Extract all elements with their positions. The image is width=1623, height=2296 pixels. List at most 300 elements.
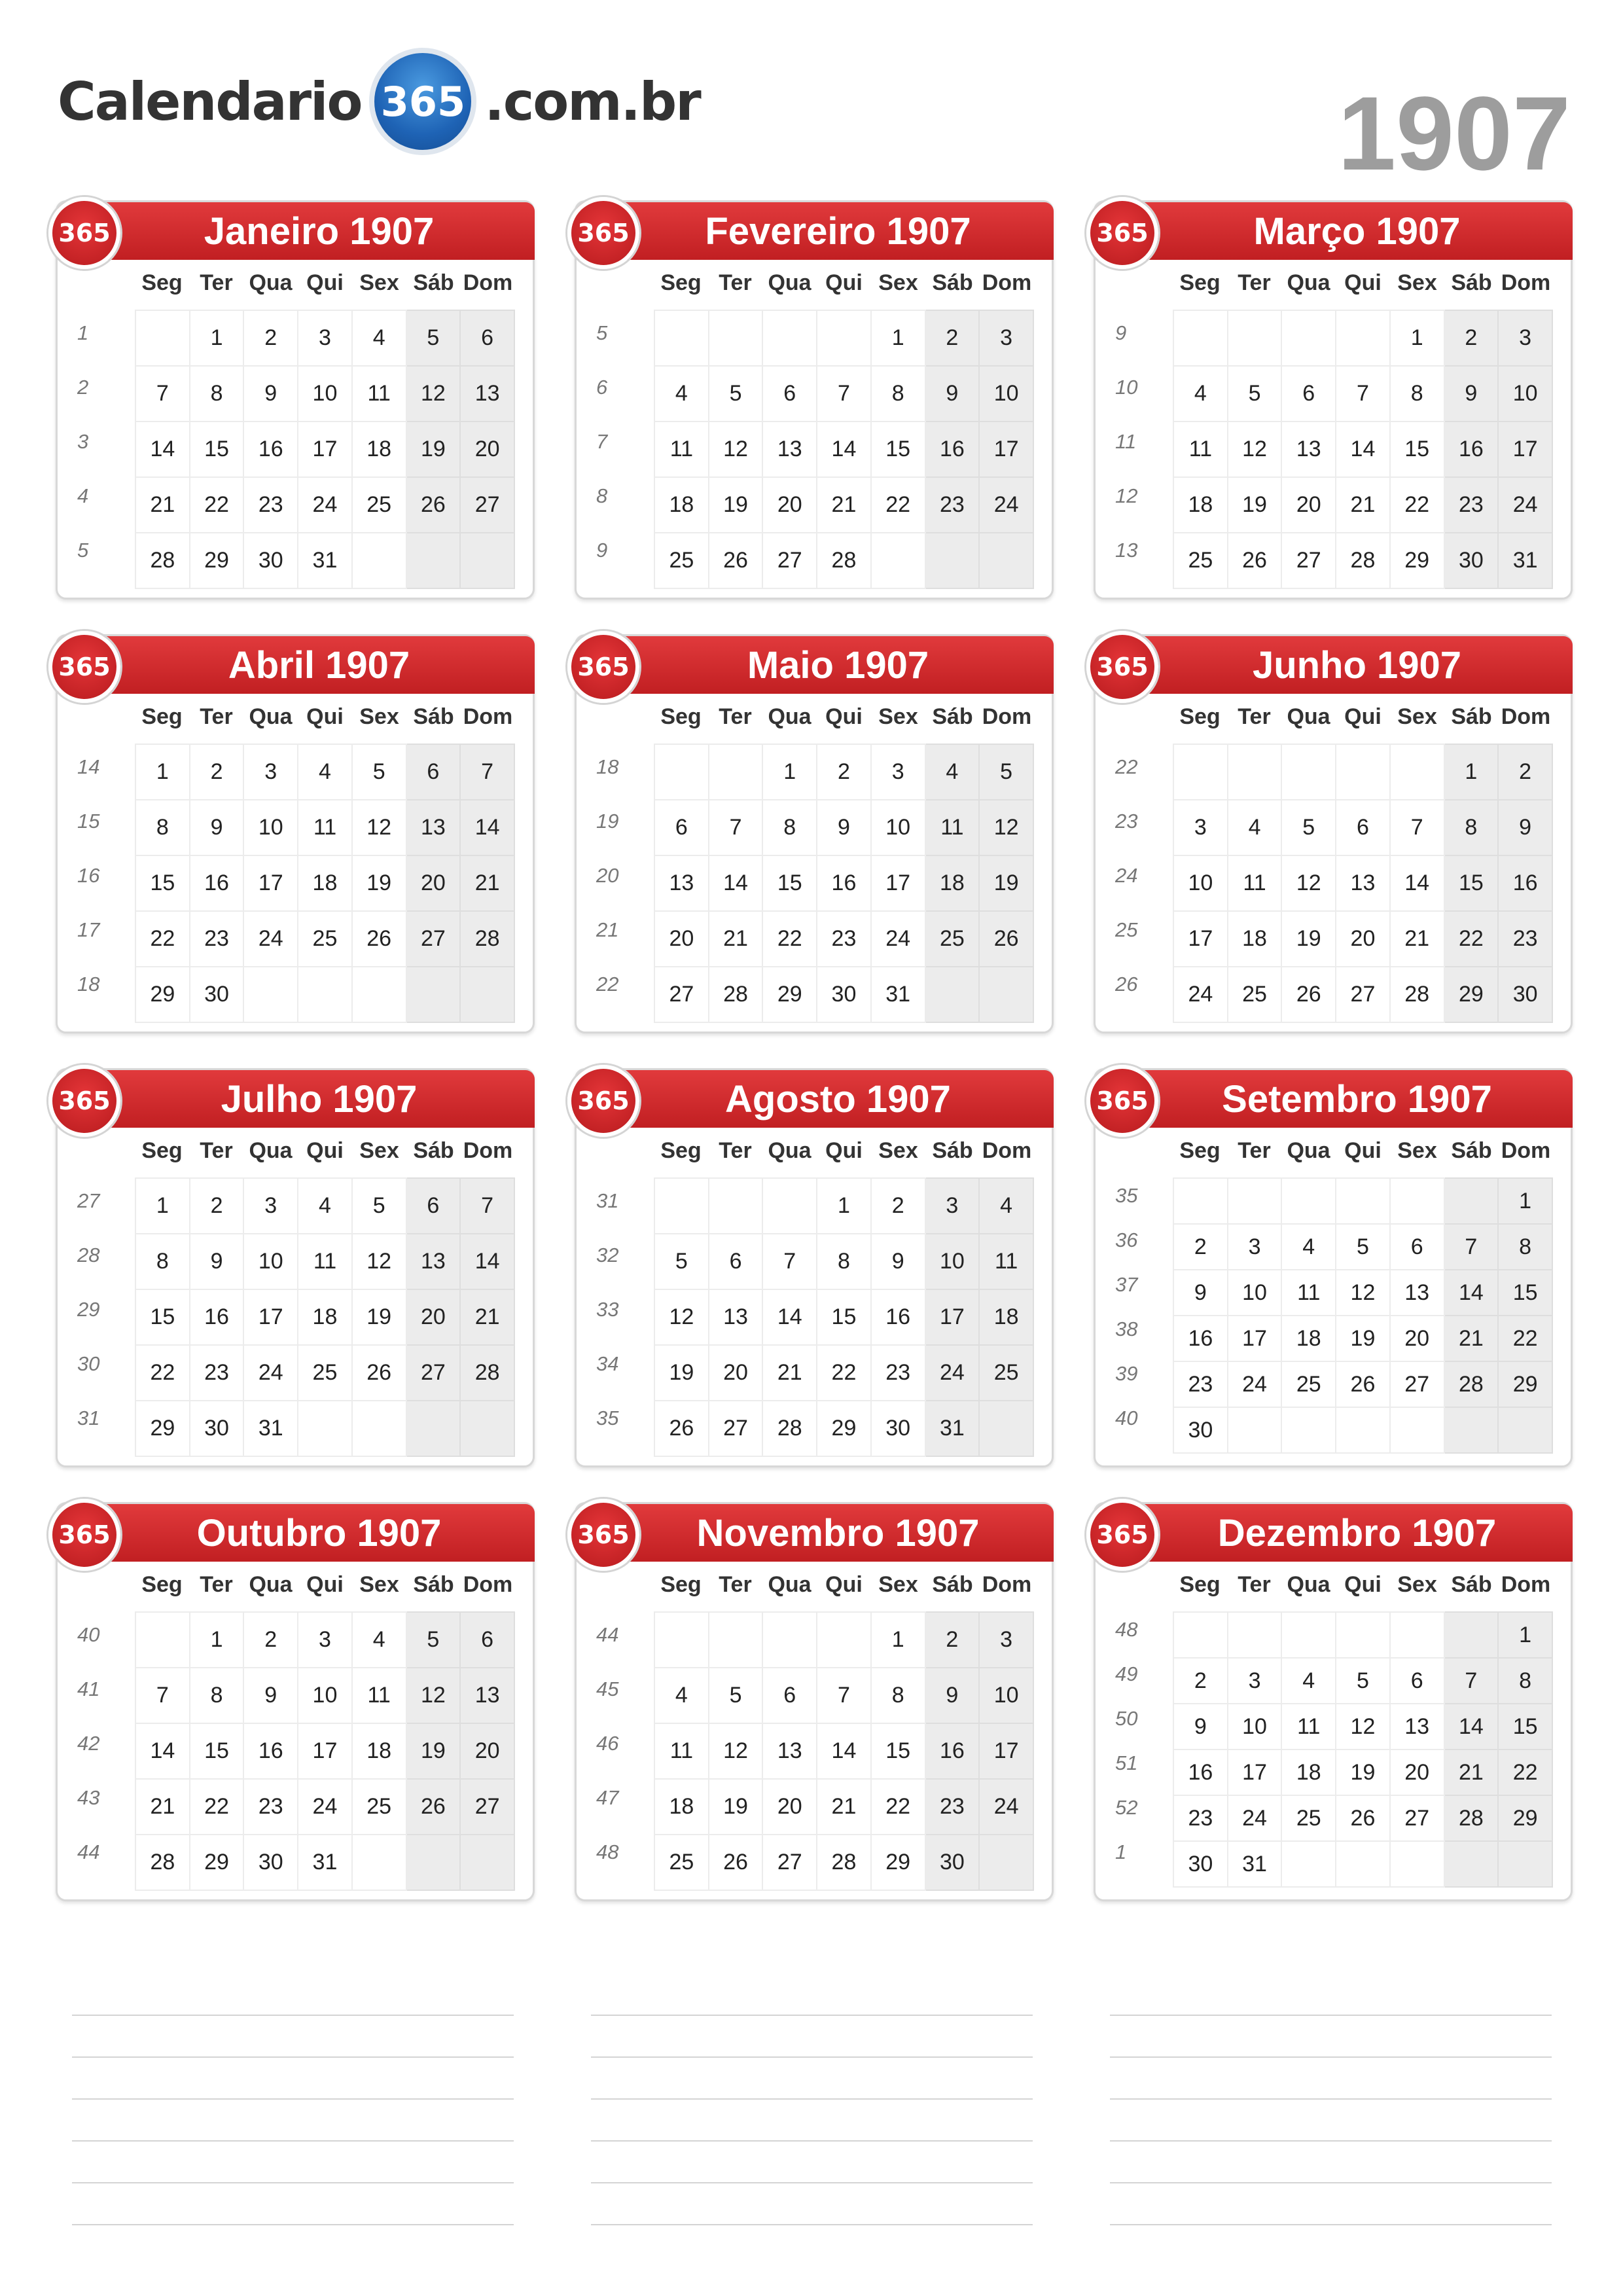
week-row	[654, 1178, 1033, 1234]
weekday-header	[654, 1138, 1034, 1164]
day-cell: 16	[190, 1289, 244, 1345]
day-cell: 19	[709, 1779, 763, 1835]
day-cell: 6	[406, 1178, 461, 1234]
day-cell: 1	[1390, 310, 1444, 366]
weekday-label: Ter	[719, 1138, 752, 1163]
day-cell: 29	[190, 1835, 244, 1890]
week-number-column	[1115, 310, 1154, 581]
week-row	[135, 1723, 514, 1779]
day-cell: 16	[190, 855, 244, 911]
weekday-label: Sáb	[932, 270, 973, 295]
weekday-header	[135, 1572, 515, 1598]
day-cell: 15	[1444, 855, 1499, 911]
week-row	[654, 1668, 1033, 1723]
brand-badge-icon: 365	[48, 1065, 120, 1137]
day-cell: 18	[654, 1779, 709, 1835]
empty-cell	[654, 1178, 709, 1234]
note-line	[1110, 2098, 1552, 2100]
weekday-label: Ter	[1238, 1572, 1271, 1597]
empty-cell	[352, 1401, 406, 1456]
week-number: 35	[596, 1407, 619, 1429]
day-cell: 1	[190, 310, 244, 366]
day-cell: 29	[1498, 1361, 1552, 1407]
day-cell: 5	[979, 744, 1033, 800]
week-number: 23	[1115, 810, 1138, 833]
day-cell: 24	[979, 477, 1033, 533]
week-row	[1173, 366, 1552, 422]
empty-cell	[654, 1612, 709, 1668]
week-number-column	[77, 310, 116, 581]
week-row	[654, 1723, 1033, 1779]
empty-cell	[1336, 1178, 1390, 1224]
week-number: 24	[1115, 864, 1138, 887]
weekday-label: Sáb	[1451, 1572, 1492, 1597]
month-header	[58, 1504, 535, 1562]
day-cell: 16	[925, 1723, 980, 1779]
empty-cell	[1228, 1407, 1282, 1453]
day-cell: 26	[406, 1779, 461, 1835]
day-cell: 7	[817, 366, 871, 422]
day-cell: 5	[406, 1612, 461, 1668]
day-cell: 12	[709, 1723, 763, 1779]
day-cell: 14	[817, 422, 871, 477]
day-cell: 28	[709, 967, 763, 1022]
month-card	[1094, 1502, 1573, 1901]
day-cell: 8	[1444, 800, 1499, 855]
empty-cell	[1281, 1612, 1336, 1658]
day-cell: 20	[1390, 1749, 1444, 1795]
week-row	[135, 422, 514, 477]
day-cell: 21	[709, 911, 763, 967]
week-row	[654, 1234, 1033, 1289]
day-cell: 22	[871, 1779, 925, 1835]
day-cell: 25	[925, 911, 980, 967]
week-row	[135, 855, 514, 911]
week-number: 8	[596, 484, 608, 507]
day-cell: 14	[135, 422, 190, 477]
day-cell: 10	[1498, 366, 1552, 422]
day-cell: 20	[709, 1345, 763, 1401]
day-cell: 10	[243, 1234, 298, 1289]
week-number: 39	[1115, 1362, 1138, 1385]
empty-cell	[243, 967, 298, 1022]
day-cell: 6	[709, 1234, 763, 1289]
day-cell: 8	[871, 1668, 925, 1723]
day-cell: 3	[979, 1612, 1033, 1668]
empty-cell	[406, 1835, 461, 1890]
day-cell: 25	[352, 1779, 406, 1835]
week-number: 14	[77, 755, 100, 778]
day-cell: 24	[1498, 477, 1552, 533]
day-cell: 11	[1228, 855, 1282, 911]
week-number: 41	[77, 1677, 100, 1700]
week-row	[654, 310, 1033, 366]
day-cell: 7	[709, 800, 763, 855]
day-cell: 31	[1228, 1841, 1282, 1887]
week-number: 37	[1115, 1273, 1138, 1296]
empty-cell	[1336, 310, 1390, 366]
week-number: 31	[596, 1189, 619, 1212]
day-cell: 4	[298, 744, 352, 800]
day-cell: 6	[460, 310, 514, 366]
empty-cell	[1228, 1178, 1282, 1224]
weekday-label: Qua	[1287, 270, 1330, 295]
weekday-label: Qui	[1344, 1572, 1382, 1597]
day-cell: 23	[190, 1345, 244, 1401]
brand-badge-icon: 365	[1086, 631, 1158, 703]
day-cell: 25	[1228, 967, 1282, 1022]
note-line	[591, 2140, 1033, 2142]
empty-cell	[1444, 1178, 1499, 1224]
day-cell: 10	[979, 1668, 1033, 1723]
weekday-header	[1173, 1138, 1553, 1164]
brand-name-right: .com.br	[484, 71, 700, 132]
month-title: Fevereiro 1907	[705, 209, 971, 253]
week-number: 44	[77, 1840, 100, 1863]
day-cell: 13	[1390, 1270, 1444, 1316]
week-row	[1173, 855, 1552, 911]
day-cell: 2	[871, 1178, 925, 1234]
day-cell: 12	[352, 1234, 406, 1289]
day-cell: 18	[1281, 1749, 1336, 1795]
weekday-label: Dom	[1501, 1138, 1551, 1163]
empty-cell	[298, 967, 352, 1022]
month-card	[56, 1502, 535, 1901]
month-header	[58, 636, 535, 694]
day-cell: 14	[709, 855, 763, 911]
empty-cell	[406, 533, 461, 588]
day-cell: 14	[1390, 855, 1444, 911]
weekday-label: Dom	[982, 704, 1032, 729]
weekday-label: Sex	[1397, 704, 1437, 729]
day-cell: 8	[762, 800, 817, 855]
week-row	[135, 967, 514, 1022]
week-row	[1173, 1270, 1552, 1316]
note-line	[1110, 2140, 1552, 2142]
weekday-label: Qua	[1287, 1572, 1330, 1597]
day-cell: 16	[871, 1289, 925, 1345]
day-cell: 25	[654, 533, 709, 588]
day-cell: 31	[298, 1835, 352, 1890]
week-row	[1173, 1795, 1552, 1841]
brand-badge-icon: 365	[567, 1499, 639, 1571]
days-grid	[135, 1611, 515, 1891]
empty-cell	[460, 1401, 514, 1456]
day-cell: 10	[298, 366, 352, 422]
day-cell: 30	[1444, 533, 1499, 588]
day-cell: 26	[1336, 1361, 1390, 1407]
day-cell: 22	[762, 911, 817, 967]
weekday-label: Dom	[463, 704, 513, 729]
week-row	[135, 533, 514, 588]
brand-name-left: Calendario	[58, 71, 362, 132]
day-cell: 17	[979, 1723, 1033, 1779]
empty-cell	[352, 1835, 406, 1890]
month-header	[58, 202, 535, 260]
weekday-label: Qui	[825, 1138, 863, 1163]
day-cell: 20	[654, 911, 709, 967]
weekday-label: Sáb	[413, 1138, 454, 1163]
day-cell: 10	[979, 366, 1033, 422]
days-grid	[654, 310, 1034, 589]
day-cell: 14	[817, 1723, 871, 1779]
day-cell: 10	[1228, 1270, 1282, 1316]
day-cell: 24	[298, 477, 352, 533]
day-cell: 24	[925, 1345, 980, 1401]
empty-cell	[460, 967, 514, 1022]
day-cell: 7	[135, 1668, 190, 1723]
day-cell: 18	[925, 855, 980, 911]
weekday-label: Qui	[1344, 1138, 1382, 1163]
week-row	[654, 967, 1033, 1022]
day-cell: 24	[243, 1345, 298, 1401]
day-cell: 2	[190, 744, 244, 800]
note-line	[1110, 2056, 1552, 2058]
day-cell: 27	[1390, 1795, 1444, 1841]
day-cell: 8	[135, 1234, 190, 1289]
day-cell: 15	[762, 855, 817, 911]
day-cell: 12	[979, 800, 1033, 855]
week-row	[135, 1835, 514, 1890]
week-number: 2	[77, 376, 89, 399]
note-line	[1110, 2224, 1552, 2225]
month-title: Novembro 1907	[696, 1511, 980, 1554]
day-cell: 20	[762, 1779, 817, 1835]
day-cell: 16	[1173, 1316, 1228, 1361]
weekday-header	[135, 704, 515, 730]
month-title: Maio 1907	[747, 643, 929, 687]
days-grid	[135, 310, 515, 589]
day-cell: 22	[1390, 477, 1444, 533]
days-grid	[1173, 1177, 1553, 1454]
week-number: 25	[1115, 918, 1138, 941]
week-number: 28	[77, 1244, 100, 1266]
day-cell: 31	[871, 967, 925, 1022]
empty-cell	[762, 1612, 817, 1668]
month-header	[1096, 636, 1573, 694]
day-cell: 6	[762, 366, 817, 422]
weekday-label: Sex	[359, 270, 399, 295]
day-cell: 12	[1336, 1704, 1390, 1749]
weekday-label: Seg	[141, 704, 183, 729]
week-number: 40	[1115, 1407, 1138, 1429]
day-cell: 7	[460, 1178, 514, 1234]
day-cell: 2	[190, 1178, 244, 1234]
week-number: 7	[596, 430, 608, 453]
note-line	[591, 2098, 1033, 2100]
day-cell: 19	[979, 855, 1033, 911]
empty-cell	[406, 967, 461, 1022]
week-row	[1173, 310, 1552, 366]
week-number: 20	[596, 864, 619, 887]
day-cell: 22	[817, 1345, 871, 1401]
day-cell: 15	[190, 422, 244, 477]
days-grid	[1173, 744, 1553, 1023]
day-cell: 13	[460, 1668, 514, 1723]
empty-cell	[762, 1178, 817, 1234]
week-row	[1173, 1178, 1552, 1224]
day-cell: 21	[762, 1345, 817, 1401]
month-title: Janeiro 1907	[204, 209, 435, 253]
day-cell: 10	[1228, 1704, 1282, 1749]
weekday-label: Sáb	[413, 270, 454, 295]
day-cell: 29	[1390, 533, 1444, 588]
day-cell: 24	[298, 1779, 352, 1835]
weekday-label: Seg	[1179, 704, 1221, 729]
day-cell: 15	[135, 855, 190, 911]
empty-cell	[1173, 310, 1228, 366]
weekday-label: Dom	[1501, 270, 1551, 295]
day-cell: 12	[654, 1289, 709, 1345]
brand-badge-icon: 365	[1086, 197, 1158, 269]
weekday-label: Dom	[1501, 704, 1551, 729]
empty-cell	[925, 967, 980, 1022]
day-cell: 25	[654, 1835, 709, 1890]
day-cell: 5	[352, 744, 406, 800]
day-cell: 13	[1336, 855, 1390, 911]
week-number: 45	[596, 1677, 619, 1700]
day-cell: 21	[1390, 911, 1444, 967]
day-cell: 23	[243, 477, 298, 533]
week-row	[1173, 800, 1552, 855]
day-cell: 24	[1228, 1361, 1282, 1407]
week-number: 33	[596, 1298, 619, 1321]
month-header	[58, 1070, 535, 1128]
day-cell: 26	[352, 1345, 406, 1401]
empty-cell	[1228, 310, 1282, 366]
day-cell: 3	[1173, 800, 1228, 855]
week-number-column	[1115, 1611, 1154, 1878]
day-cell: 2	[243, 1612, 298, 1668]
day-cell: 4	[352, 1612, 406, 1668]
day-cell: 30	[1173, 1841, 1228, 1887]
week-row	[1173, 1316, 1552, 1361]
week-row	[135, 1234, 514, 1289]
day-cell: 17	[1228, 1316, 1282, 1361]
empty-cell	[654, 744, 709, 800]
empty-cell	[1281, 310, 1336, 366]
weekday-header	[654, 1572, 1034, 1598]
day-cell: 9	[1498, 800, 1552, 855]
weekday-label: Ter	[719, 704, 752, 729]
week-number: 3	[77, 430, 89, 453]
day-cell: 22	[190, 477, 244, 533]
day-cell: 21	[460, 1289, 514, 1345]
weekday-label: Ter	[200, 704, 233, 729]
day-cell: 28	[135, 1835, 190, 1890]
week-number: 13	[1115, 539, 1138, 562]
weekday-label: Seg	[660, 1572, 702, 1597]
week-number: 51	[1115, 1751, 1138, 1774]
weekday-label: Sáb	[413, 1572, 454, 1597]
week-number: 29	[77, 1298, 100, 1321]
day-cell: 30	[190, 967, 244, 1022]
week-row	[1173, 1658, 1552, 1704]
day-cell: 4	[925, 744, 980, 800]
week-row	[654, 366, 1033, 422]
day-cell: 28	[1444, 1795, 1499, 1841]
day-cell: 23	[190, 911, 244, 967]
day-cell: 20	[406, 1289, 461, 1345]
week-row	[654, 744, 1033, 800]
week-number: 48	[596, 1840, 619, 1863]
empty-cell	[925, 533, 980, 588]
weekday-label: Sex	[878, 704, 918, 729]
day-cell: 31	[1498, 533, 1552, 588]
day-cell: 5	[654, 1234, 709, 1289]
week-number: 52	[1115, 1796, 1138, 1819]
brand-badge-icon: 365	[567, 197, 639, 269]
weekday-label: Qua	[249, 270, 293, 295]
day-cell: 5	[1281, 800, 1336, 855]
weekday-label: Dom	[463, 1572, 513, 1597]
day-cell: 7	[1390, 800, 1444, 855]
day-cell: 9	[1173, 1270, 1228, 1316]
week-row	[1173, 1361, 1552, 1407]
day-cell: 19	[1228, 477, 1282, 533]
day-cell: 12	[1336, 1270, 1390, 1316]
day-cell: 25	[1281, 1361, 1336, 1407]
day-cell: 25	[979, 1345, 1033, 1401]
week-number: 18	[77, 973, 100, 996]
week-number: 46	[596, 1732, 619, 1755]
day-cell: 4	[1173, 366, 1228, 422]
month-header	[1096, 202, 1573, 260]
day-cell: 10	[298, 1668, 352, 1723]
empty-cell	[1281, 744, 1336, 800]
empty-cell	[1390, 1612, 1444, 1658]
weekday-label: Dom	[982, 1572, 1032, 1597]
day-cell: 15	[135, 1289, 190, 1345]
week-number-column	[1115, 744, 1154, 1015]
week-number: 48	[1115, 1618, 1138, 1641]
note-line	[72, 2224, 514, 2225]
days-grid	[654, 744, 1034, 1023]
day-cell: 24	[243, 911, 298, 967]
day-cell: 1	[1498, 1178, 1552, 1224]
day-cell: 19	[406, 1723, 461, 1779]
day-cell: 27	[460, 1779, 514, 1835]
day-cell: 6	[1390, 1658, 1444, 1704]
month-card	[575, 634, 1054, 1033]
day-cell: 27	[762, 1835, 817, 1890]
week-number: 42	[77, 1732, 100, 1755]
empty-cell	[1444, 1407, 1499, 1453]
day-cell: 4	[1281, 1658, 1336, 1704]
week-number: 47	[596, 1786, 619, 1809]
day-cell: 5	[406, 310, 461, 366]
day-cell: 20	[406, 855, 461, 911]
day-cell: 15	[190, 1723, 244, 1779]
month-title: Abril 1907	[228, 643, 410, 687]
day-cell: 27	[460, 477, 514, 533]
day-cell: 22	[135, 1345, 190, 1401]
brand-badge-icon: 365	[567, 1065, 639, 1137]
empty-cell	[709, 310, 763, 366]
week-row	[135, 800, 514, 855]
week-number: 36	[1115, 1229, 1138, 1251]
day-cell: 10	[243, 800, 298, 855]
day-cell: 27	[1390, 1361, 1444, 1407]
day-cell: 17	[871, 855, 925, 911]
day-cell: 6	[406, 744, 461, 800]
note-line	[72, 2098, 514, 2100]
day-cell: 20	[460, 422, 514, 477]
empty-cell	[352, 533, 406, 588]
week-number: 44	[596, 1623, 619, 1646]
day-cell: 13	[1390, 1704, 1444, 1749]
weekday-label: Sex	[1397, 1572, 1437, 1597]
